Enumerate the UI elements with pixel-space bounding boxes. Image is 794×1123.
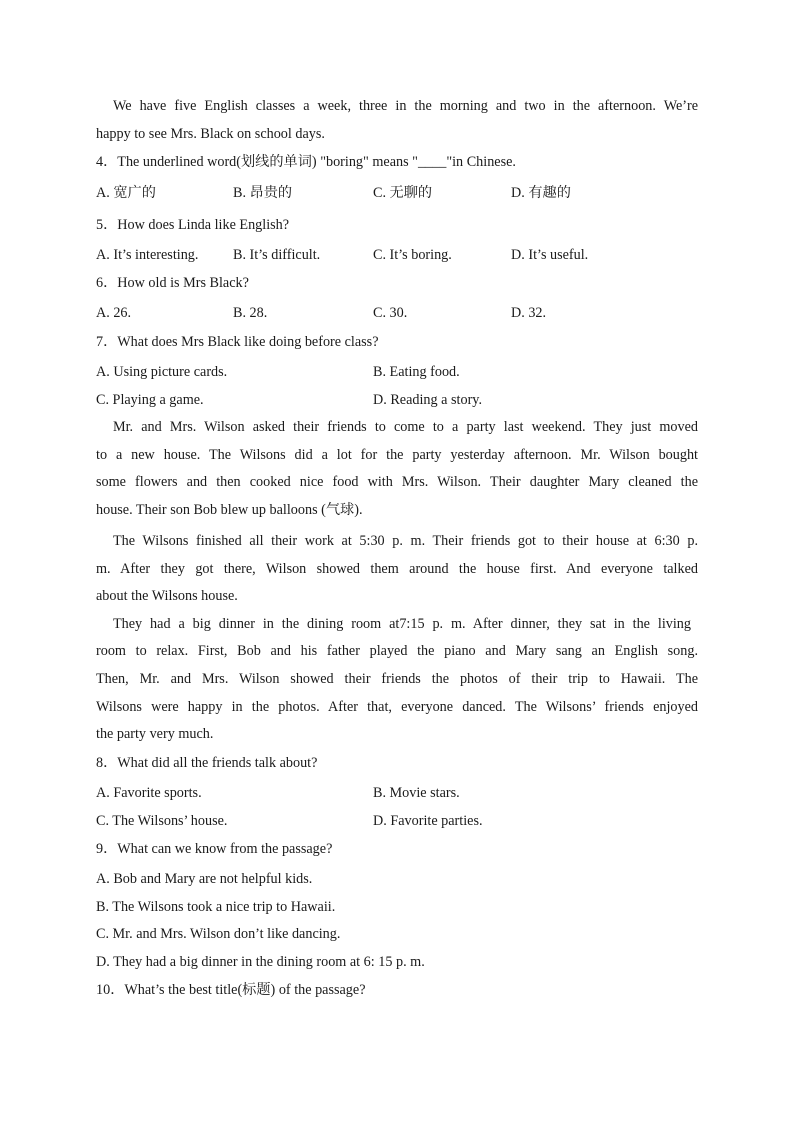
passage2-line-10: Then, Mr. and Mrs. Wilson showed their friends the photos of their trip to Hawaii. The (96, 671, 698, 687)
question-4-option-d: D. 有趣的 (511, 185, 571, 201)
question-4-stem: 4．The underlined word(划线的单词) "boring" means "____"in Chinese. (96, 154, 516, 170)
passage2-line-3: some flowers and then cooked nice food with Mrs. Wilson. Their daughter Mary cleaned the (96, 474, 698, 490)
question-9-option-a: A. Bob and Mary are not helpful kids. (96, 871, 313, 887)
question-4-option-c: C. 无聊的 (373, 185, 433, 201)
question-5-stem: 5．How does Linda like English? (96, 217, 290, 233)
question-5-option-b: B. It’s difficult. (233, 247, 321, 263)
question-7-option-b: B. Eating food. (373, 364, 460, 380)
question-9-option-b: B. The Wilsons took a nice trip to Hawaii. (96, 899, 336, 915)
passage2-line-1: Mr. and Mrs. Wilson asked their friends to come to a party last weekend. They just moved (113, 419, 698, 435)
question-6-option-a: A. 26. (96, 305, 132, 321)
passage2-line-7: about the Wilsons house. (96, 588, 238, 604)
question-9-option-d: D. They had a big dinner in the dining room at 6: 15 p. m. (96, 954, 425, 970)
question-9-option-c: C. Mr. and Mrs. Wilson don’t like dancing. (96, 926, 341, 942)
passage1-line-1: We have five English classes a week, three in the morning and two in the afternoon. We’re (113, 98, 698, 114)
question-10-stem: 10．What’s the best title(标题) of the passage? (96, 982, 366, 998)
question-8-option-d: D. Favorite parties. (373, 813, 483, 829)
passage2-line-12: the party very much. (96, 726, 214, 742)
question-8-stem: 8．What did all the friends talk about? (96, 755, 318, 771)
question-9-stem: 9．What can we know from the passage? (96, 841, 333, 857)
question-6-option-c: C. 30. (373, 305, 408, 321)
passage2-line-4: house. Their son Bob blew up balloons (气球). (96, 502, 363, 518)
question-8-option-b: B. Movie stars. (373, 785, 460, 801)
passage2-line-9: room to relax. First, Bob and his father played the piano and Mary sang an English song. (96, 643, 698, 659)
passage2-line-6: m. After they got there, Wilson showed them around the house first. And everyone talked (96, 561, 698, 577)
question-6-stem: 6．How old is Mrs Black? (96, 275, 249, 291)
question-5-option-d: D. It’s useful. (511, 247, 589, 263)
question-5-option-c: C. It’s boring. (373, 247, 452, 263)
question-4-option-a: A. 宽广的 (96, 185, 156, 201)
question-7-option-a: A. Using picture cards. (96, 364, 228, 380)
passage1-line-2: happy to see Mrs. Black on school days. (96, 126, 325, 142)
question-7-option-d: D. Reading a story. (373, 392, 483, 408)
question-8-option-a: A. Favorite sports. (96, 785, 202, 801)
question-4-option-b: B. 昂贵的 (233, 185, 293, 201)
question-6-option-b: B. 28. (233, 305, 268, 321)
passage2-line-8: They had a big dinner in the dining room at7:15 p. m. After dinner, they sat in the living (113, 616, 691, 632)
question-5-option-a: A. It’s interesting. (96, 247, 199, 263)
passage2-line-11: Wilsons were happy in the photos. After that, everyone danced. The Wilsons’ friends enjoyed (96, 699, 698, 715)
question-6-option-d: D. 32. (511, 305, 547, 321)
passage2-line-5: The Wilsons finished all their work at 5:30 p. m. Their friends got to their house at 6:30 p. (113, 533, 698, 549)
question-8-option-c: C. The Wilsons’ house. (96, 813, 228, 829)
question-7-stem: 7．What does Mrs Black like doing before class? (96, 334, 379, 350)
question-7-option-c: C. Playing a game. (96, 392, 204, 408)
passage2-line-2: to a new house. The Wilsons did a lot for the party yesterday afternoon. Mr. Wilson bought (96, 447, 698, 463)
